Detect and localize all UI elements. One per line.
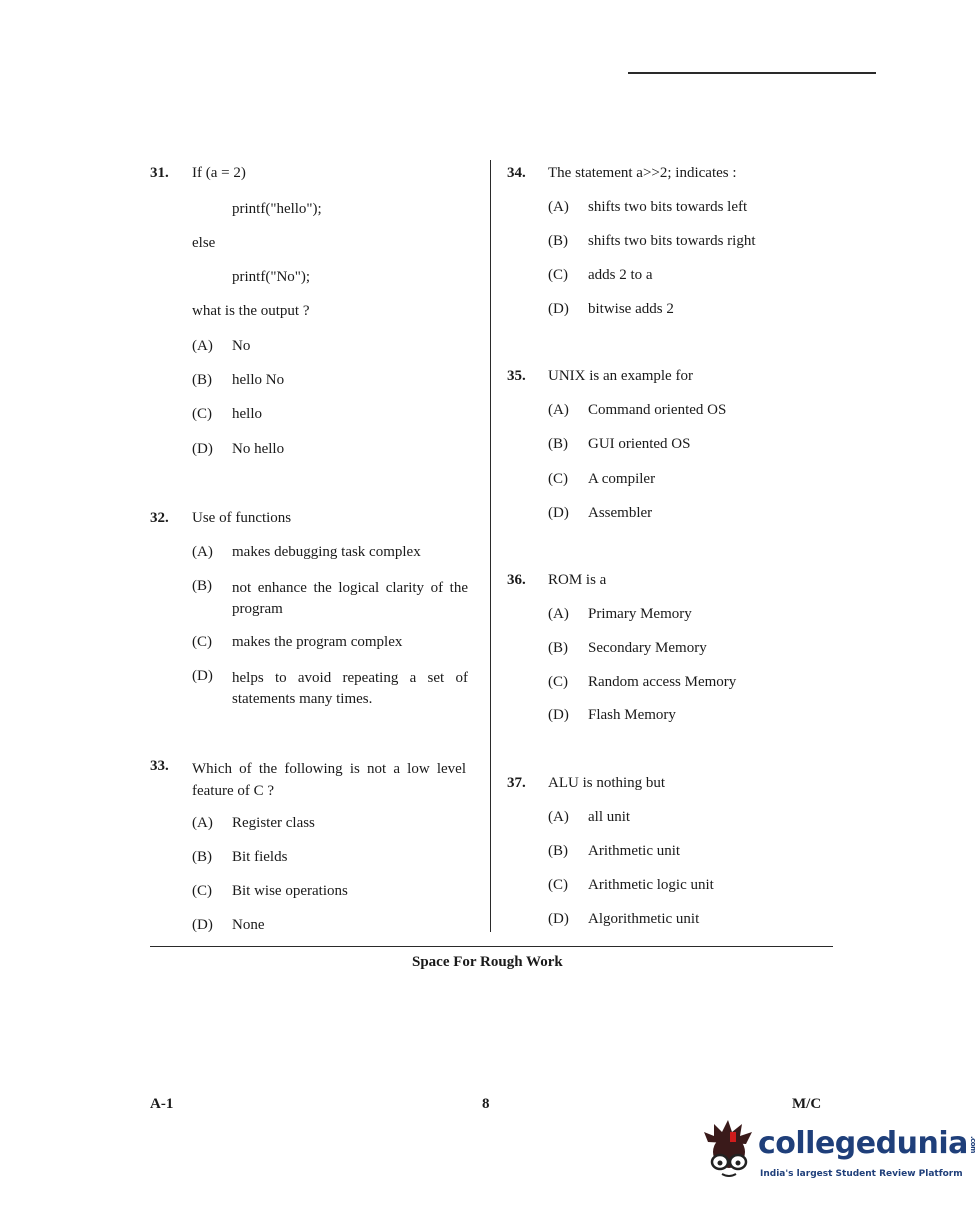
- bottom-rule: [150, 946, 833, 947]
- option-label: (B): [548, 233, 568, 249]
- code-line: printf("No");: [232, 269, 311, 285]
- question-number: 31.: [150, 165, 169, 181]
- option-label: (C): [548, 877, 568, 893]
- code-line: If (a = 2): [192, 165, 246, 181]
- option-text: Register class: [232, 815, 315, 831]
- question-number: 37.: [507, 775, 526, 791]
- option-text: Flash Memory: [588, 707, 676, 723]
- option-text: Secondary Memory: [588, 640, 707, 656]
- option-label: (D): [548, 301, 569, 317]
- option-label: (B): [548, 436, 568, 452]
- question-number: 36.: [507, 572, 526, 588]
- option-label: (B): [192, 372, 212, 388]
- option-label: (C): [548, 267, 568, 283]
- student-mascot-icon: [700, 1118, 758, 1184]
- option-text: hello No: [232, 372, 285, 388]
- option-text: Assembler: [588, 505, 653, 521]
- option-label: (A): [192, 815, 213, 831]
- question-number: 35.: [507, 368, 526, 384]
- question-text: Which of the following is not a low level feature of C ?: [192, 761, 466, 799]
- question-number: 32.: [150, 510, 169, 526]
- option-text: makes the program complex: [232, 634, 403, 650]
- footer-left: A-1: [150, 1096, 174, 1112]
- question-text: ALU is nothing but: [548, 775, 666, 791]
- option-text: None: [232, 917, 265, 933]
- option-label: (A): [192, 544, 213, 560]
- footer-right: M/C: [792, 1096, 822, 1112]
- option-text: shifts two bits towards left: [588, 199, 748, 215]
- option-text: Command oriented OS: [588, 402, 727, 418]
- option-label: (B): [548, 640, 568, 656]
- option-text: A compiler: [588, 471, 656, 487]
- option-label: (A): [548, 199, 569, 215]
- option-text: Arithmetic logic unit: [588, 877, 714, 893]
- option-label: (D): [192, 441, 213, 457]
- option-text: makes debugging task complex: [232, 544, 421, 560]
- question-text: ROM is a: [548, 572, 607, 588]
- option-label: (B): [192, 849, 212, 865]
- column-divider: [490, 160, 491, 932]
- option-text: hello: [232, 406, 262, 422]
- option-label: (C): [192, 406, 212, 422]
- question-text: what is the output ?: [192, 303, 310, 319]
- question-text: UNIX is an example for: [548, 368, 693, 384]
- logo-wordmark: [758, 1126, 977, 1161]
- option-label: (C): [548, 471, 568, 487]
- option-label: (D): [192, 917, 213, 933]
- option-text: shifts two bits towards right: [588, 233, 756, 249]
- option-text: helps to avoid repeating a set of statements many times.: [232, 670, 468, 707]
- question-number: 34.: [507, 165, 526, 181]
- option-label: (C): [192, 634, 212, 650]
- option-label: (C): [192, 883, 212, 899]
- option-label: (C): [548, 674, 568, 690]
- option-text: Arithmetic unit: [588, 843, 681, 859]
- question-number: 33.: [150, 758, 169, 774]
- option-text: not enhance the logical clarity of the program: [232, 580, 468, 617]
- option-label: (B): [192, 578, 212, 594]
- rough-work-label: Space For Rough Work: [412, 954, 563, 970]
- page-number: 8: [482, 1096, 490, 1112]
- question-text: The statement a>>2; indicates :: [548, 165, 737, 181]
- option-label: (A): [192, 338, 213, 354]
- option-label: (D): [548, 911, 569, 927]
- option-label: (A): [548, 809, 569, 825]
- option-label: (A): [548, 606, 569, 622]
- option-text: No hello: [232, 441, 285, 457]
- option-text: bitwise adds 2: [588, 301, 674, 317]
- option-label: (D): [192, 668, 213, 684]
- code-line: printf("hello");: [232, 201, 322, 217]
- option-text: Bit fields: [232, 849, 288, 865]
- option-text: GUI oriented OS: [588, 436, 691, 452]
- option-label: (D): [548, 707, 569, 723]
- option-text: all unit: [588, 809, 631, 825]
- option-label: (A): [548, 402, 569, 418]
- code-line: else: [192, 235, 216, 251]
- logo-tld: .com: [968, 1136, 977, 1153]
- question-text: Use of functions: [192, 510, 292, 526]
- option-label: (B): [548, 843, 568, 859]
- option-text: Primary Memory: [588, 606, 692, 622]
- option-text: Random access Memory: [588, 674, 737, 690]
- option-text: adds 2 to a: [588, 267, 653, 283]
- option-text: Algorithmetic unit: [588, 911, 700, 927]
- top-right-rule: [628, 72, 876, 74]
- option-text: Bit wise operations: [232, 883, 348, 899]
- logo-tagline: India's largest Student Review Platform: [760, 1169, 963, 1179]
- logo-name: collegedunia: [758, 1126, 968, 1161]
- option-label: (D): [548, 505, 569, 521]
- option-text: No: [232, 338, 251, 354]
